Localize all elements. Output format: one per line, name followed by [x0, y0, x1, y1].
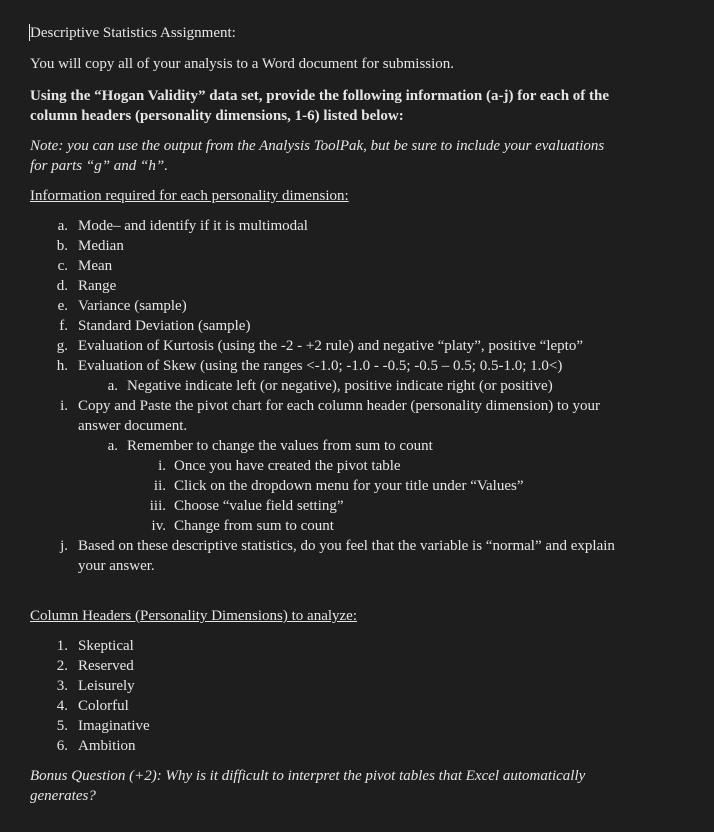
list-item-continuation: your answer.: [78, 558, 155, 574]
intro-paragraph: You will copy all of your analysis to a Word document for submission.: [30, 56, 455, 72]
list-marker: d.: [56, 278, 68, 294]
list-marker: a.: [57, 218, 68, 234]
instruction-line-1: Using the “Hogan Validity” data set, provide the following information (a-j) for each of the: [30, 88, 610, 104]
instruction-line-2: column headers (personality dimensions, 1-6) listed below:: [30, 108, 404, 124]
column-item-imaginative: Imaginative: [78, 718, 150, 734]
columns-heading: Column Headers (Personality Dimensions) to analyze:: [30, 608, 358, 624]
list-marker: iv.: [151, 518, 166, 534]
list-item: Range: [78, 278, 117, 294]
list-item: Change from sum to count: [174, 518, 334, 534]
list-marker: 5.: [56, 718, 68, 734]
list-marker: f.: [59, 318, 68, 334]
list-item: Copy and Paste the pivot chart for each column header (personality dimension) to your: [78, 398, 600, 414]
list-item: Based on these descriptive statistics, do you feel that the variable is “normal” and explain: [78, 538, 615, 554]
list-marker: a.: [107, 378, 118, 394]
list-item-continuation: answer document.: [78, 418, 188, 434]
list-marker: 1.: [56, 638, 68, 654]
list-item: Mode– and identify if it is multimodal: [78, 218, 308, 234]
bonus-question-line-2: generates?: [30, 788, 96, 804]
bonus-question-line-1: Bonus Question (+2): Why is it difficult to interpret the pivot tables that Excel automatically: [30, 768, 586, 784]
list-marker: a.: [107, 438, 118, 454]
list-marker: 3.: [56, 678, 68, 694]
list-item: Choose “value field setting”: [174, 498, 344, 514]
list-item: Mean: [78, 258, 113, 274]
list-marker: i.: [158, 458, 166, 474]
list-item: Negative indicate left (or negative), positive indicate right (or positive): [127, 378, 553, 394]
column-item-skeptical: Skeptical: [78, 638, 134, 654]
column-item-leisurely: Leisurely: [78, 678, 135, 694]
note-line-1: Note: you can use the output from the Analysis ToolPak, but be sure to include your evaluations: [30, 138, 605, 154]
list-marker: g.: [56, 338, 68, 354]
list-item: Evaluation of Kurtosis (using the -2 - +2 rule) and negative “platy”, positive “lepto”: [78, 338, 583, 354]
list-item: Evaluation of Skew (using the ranges <-1.0; -1.0 - -0.5; -0.5 – 0.5; 0.5-1.0; 1.0<): [78, 358, 563, 374]
info-heading: Information required for each personality dimension:: [30, 188, 349, 204]
list-marker: 2.: [56, 658, 68, 674]
list-item: Remember to change the values from sum to count: [127, 438, 433, 454]
list-item: Variance (sample): [78, 298, 187, 314]
list-marker: c.: [57, 258, 68, 274]
list-marker: 6.: [56, 738, 68, 754]
list-marker: 4.: [56, 698, 68, 714]
list-marker: e.: [57, 298, 68, 314]
column-item-colorful: Colorful: [78, 698, 129, 714]
column-item-reserved: Reserved: [78, 658, 134, 674]
list-marker: b.: [56, 238, 68, 254]
list-item: Median: [78, 238, 124, 254]
column-item-ambition: Ambition: [78, 738, 136, 754]
list-marker: iii.: [149, 498, 166, 514]
list-item: Click on the dropdown menu for your title under “Values”: [174, 478, 524, 494]
list-marker: ii.: [153, 478, 166, 494]
list-marker: h.: [56, 358, 68, 374]
note-line-2: for parts “g” and “h”.: [30, 158, 168, 174]
list-item: Standard Deviation (sample): [78, 318, 251, 334]
list-marker: j.: [60, 538, 68, 554]
list-marker: i.: [60, 398, 68, 414]
document-title: Descriptive Statistics Assignment:: [30, 25, 236, 41]
list-item: Once you have created the pivot table: [174, 458, 401, 474]
